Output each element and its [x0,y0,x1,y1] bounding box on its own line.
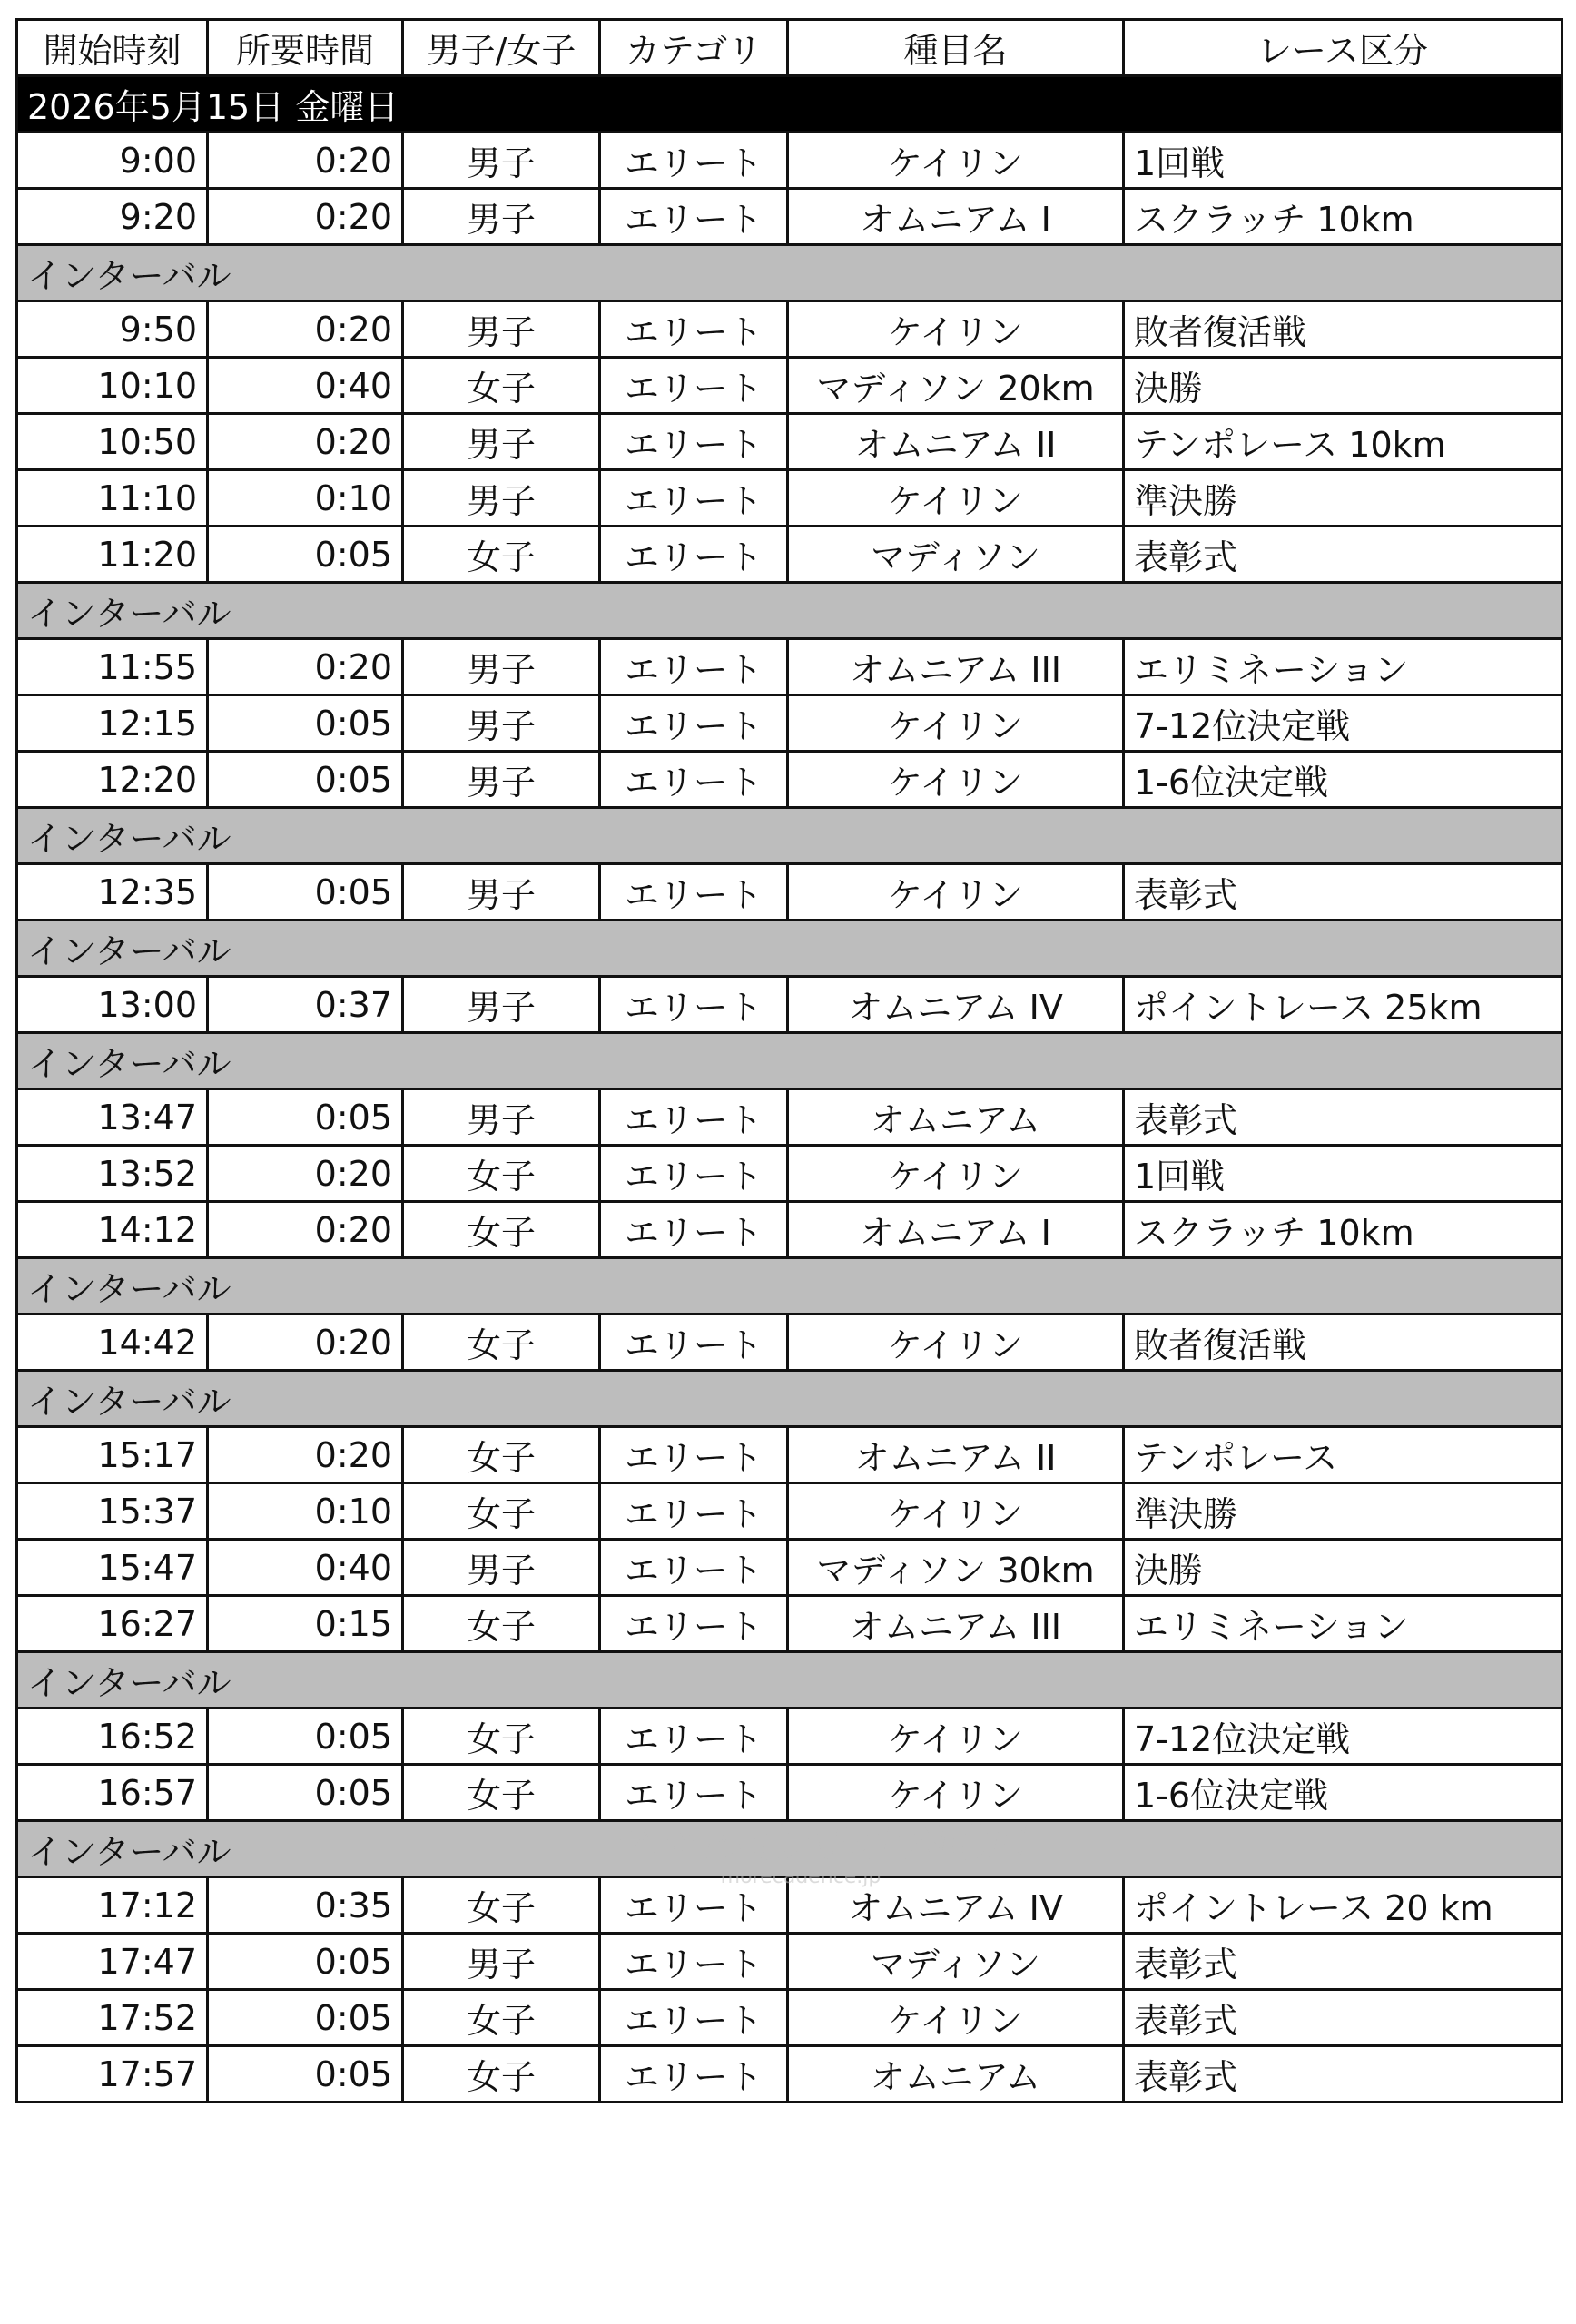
table-row [17,1877,1562,1934]
gender-cell: 男子 [403,864,600,921]
category-cell: エリート [600,189,788,245]
interval-row [17,1258,1562,1315]
duration-cell: 0:20 [208,1202,403,1258]
event-name-cell: ケイリン [788,1146,1124,1202]
race-type-cell: 敗者復活戦 [1124,1315,1562,1371]
race-type-cell: 1-6位決定戦 [1124,1765,1562,1821]
gender-cell: 女子 [403,1709,600,1765]
start-time-cell: 17:57 [17,2046,208,2102]
gender-cell: 女子 [403,1146,600,1202]
gender-cell: 男子 [403,977,600,1033]
event-name-cell: オムニアム [788,2046,1124,2102]
race-type-cell: エリミネーション [1124,639,1562,695]
category-cell: エリート [600,1089,788,1146]
category-cell: エリート [600,1540,788,1596]
table-row [17,1315,1562,1371]
start-time-cell: 11:20 [17,527,208,583]
start-time-cell: 10:50 [17,414,208,470]
header-category: カテゴリ [600,20,788,76]
start-time-cell: 9:50 [17,301,208,358]
start-time-cell: 16:57 [17,1765,208,1821]
category-cell: エリート [600,752,788,808]
event-name-cell: オムニアム II [788,414,1124,470]
interval-row [17,1371,1562,1427]
event-name-cell: ケイリン [788,1709,1124,1765]
duration-cell: 0:20 [208,1427,403,1483]
table-row [17,1089,1562,1146]
race-type-cell: 決勝 [1124,1540,1562,1596]
gender-cell: 女子 [403,1315,600,1371]
start-time-cell: 14:12 [17,1202,208,1258]
watermark-logo: MoreCADENCE [610,1816,1027,1871]
event-name-cell: オムニアム IV [788,1877,1124,1934]
duration-cell: 0:05 [208,864,403,921]
interval-label: インターバル [17,1652,1562,1709]
duration-cell: 0:40 [208,1540,403,1596]
event-name-cell: マディソン [788,527,1124,583]
header-duration: 所要時間 [208,20,403,76]
gender-cell: 男子 [403,752,600,808]
gender-cell: 男子 [403,133,600,189]
race-type-cell: 準決勝 [1124,470,1562,527]
race-type-cell: 1回戦 [1124,1146,1562,1202]
duration-cell: 0:20 [208,414,403,470]
table-row [17,639,1562,695]
interval-label: インターバル [17,1033,1562,1089]
event-name-cell: ケイリン [788,864,1124,921]
event-name-cell: マディソン 30km [788,1540,1124,1596]
start-time-cell: 13:52 [17,1146,208,1202]
category-cell: エリート [600,1315,788,1371]
duration-cell: 0:35 [208,1877,403,1934]
table-row [17,1483,1562,1540]
gender-cell: 女子 [403,1990,600,2046]
race-type-cell: スクラッチ 10km [1124,189,1562,245]
schedule-table [15,18,1563,2103]
category-cell: エリート [600,1483,788,1540]
duration-cell: 0:05 [208,1709,403,1765]
race-type-cell: 表彰式 [1124,1934,1562,1990]
event-name-cell: ケイリン [788,470,1124,527]
interval-label: インターバル [17,921,1562,977]
table-row [17,1709,1562,1765]
event-name-cell: ケイリン [788,752,1124,808]
category-cell: エリート [600,133,788,189]
start-time-cell: 9:20 [17,189,208,245]
gender-cell: 女子 [403,2046,600,2102]
start-time-cell: 17:12 [17,1877,208,1934]
category-cell: エリート [600,1877,788,1934]
table-row [17,1146,1562,1202]
gender-cell: 男子 [403,639,600,695]
category-cell: エリート [600,527,788,583]
start-time-cell: 15:37 [17,1483,208,1540]
category-cell: エリート [600,301,788,358]
duration-cell: 0:10 [208,1483,403,1540]
duration-cell: 0:05 [208,1765,403,1821]
event-name-cell: ケイリン [788,1315,1124,1371]
start-time-cell: 16:52 [17,1709,208,1765]
start-time-cell: 17:52 [17,1990,208,2046]
table-row [17,977,1562,1033]
race-type-cell: テンポレース 10km [1124,414,1562,470]
race-type-cell: 7-12位決定戦 [1124,695,1562,752]
table-row [17,2046,1562,2102]
interval-label: インターバル [17,1371,1562,1427]
gender-cell: 男子 [403,1934,600,1990]
category-cell: エリート [600,2046,788,2102]
event-name-cell: オムニアム IV [788,977,1124,1033]
header-row [17,20,1562,76]
table-row [17,1427,1562,1483]
duration-cell: 0:05 [208,1934,403,1990]
duration-cell: 0:37 [208,977,403,1033]
event-name-cell: オムニアム III [788,639,1124,695]
duration-cell: 0:05 [208,1089,403,1146]
table-row [17,752,1562,808]
gender-cell: 男子 [403,301,600,358]
duration-cell: 0:20 [208,639,403,695]
gender-cell: 男子 [403,414,600,470]
start-time-cell: 12:35 [17,864,208,921]
interval-label: インターバル [17,583,1562,639]
header-gender: 男子/女子 [403,20,600,76]
interval-row [17,245,1562,301]
table-row [17,470,1562,527]
duration-cell: 0:05 [208,527,403,583]
gender-cell: 女子 [403,358,600,414]
event-name-cell: オムニアム I [788,189,1124,245]
race-type-cell: 表彰式 [1124,2046,1562,2102]
table-row [17,1934,1562,1990]
start-time-cell: 13:00 [17,977,208,1033]
event-name-cell: ケイリン [788,695,1124,752]
interval-row [17,1821,1562,1877]
header-event-name: 種目名 [788,20,1124,76]
duration-cell: 0:20 [208,189,403,245]
header-race-type: レース区分 [1124,20,1562,76]
race-type-cell: 決勝 [1124,358,1562,414]
event-name-cell: ケイリン [788,1990,1124,2046]
category-cell: エリート [600,1765,788,1821]
watermark-url: morecadence.jp [720,1866,882,1888]
start-time-cell: 17:47 [17,1934,208,1990]
race-type-cell: 表彰式 [1124,527,1562,583]
table-row [17,133,1562,189]
gender-cell: 女子 [403,527,600,583]
start-time-cell: 14:42 [17,1315,208,1371]
table-row [17,1765,1562,1821]
start-time-cell: 12:20 [17,752,208,808]
gender-cell: 男子 [403,189,600,245]
duration-cell: 0:20 [208,1315,403,1371]
table-row [17,414,1562,470]
category-cell: エリート [600,977,788,1033]
duration-cell: 0:05 [208,2046,403,2102]
race-type-cell: 表彰式 [1124,1990,1562,2046]
category-cell: エリート [600,695,788,752]
duration-cell: 0:20 [208,133,403,189]
interval-label: インターバル [17,245,1562,301]
header-start-time: 開始時刻 [17,20,208,76]
start-time-cell: 15:17 [17,1427,208,1483]
category-cell: エリート [600,358,788,414]
table-row [17,1990,1562,2046]
duration-cell: 0:20 [208,1146,403,1202]
start-time-cell: 11:55 [17,639,208,695]
duration-cell: 0:05 [208,752,403,808]
race-type-cell: エリミネーション [1124,1596,1562,1652]
event-name-cell: オムニアム II [788,1427,1124,1483]
start-time-cell: 15:47 [17,1540,208,1596]
event-name-cell: オムニアム III [788,1596,1124,1652]
table-row [17,358,1562,414]
start-time-cell: 12:15 [17,695,208,752]
event-name-cell: オムニアム [788,1089,1124,1146]
race-type-cell: スクラッチ 10km [1124,1202,1562,1258]
event-name-cell: ケイリン [788,1483,1124,1540]
category-cell: エリート [600,1427,788,1483]
race-type-cell: 1-6位決定戦 [1124,752,1562,808]
duration-cell: 0:05 [208,1990,403,2046]
start-time-cell: 9:00 [17,133,208,189]
category-cell: エリート [600,864,788,921]
duration-cell: 0:20 [208,301,403,358]
race-type-cell: 1回戦 [1124,133,1562,189]
start-time-cell: 16:27 [17,1596,208,1652]
interval-row [17,1652,1562,1709]
table-row [17,301,1562,358]
interval-row [17,583,1562,639]
interval-row [17,808,1562,864]
race-type-cell: テンポレース [1124,1427,1562,1483]
race-type-cell: ポイントレース 25km [1124,977,1562,1033]
interval-row [17,921,1562,977]
table-row [17,695,1562,752]
interval-label: インターバル [17,808,1562,864]
date-label: 2026年5月15日 金曜日 [17,76,1562,133]
category-cell: エリート [600,470,788,527]
category-cell: エリート [600,1709,788,1765]
interval-label: インターバル [17,1821,1562,1877]
table-row [17,189,1562,245]
interval-row [17,1033,1562,1089]
race-type-cell: ポイントレース 20 km [1124,1877,1562,1934]
category-cell: エリート [600,414,788,470]
table-row [17,1202,1562,1258]
event-name-cell: マディソン 20km [788,358,1124,414]
duration-cell: 0:10 [208,470,403,527]
table-row [17,527,1562,583]
event-name-cell: オムニアム I [788,1202,1124,1258]
duration-cell: 0:05 [208,695,403,752]
race-type-cell: 表彰式 [1124,864,1562,921]
category-cell: エリート [600,1990,788,2046]
start-time-cell: 10:10 [17,358,208,414]
table-row [17,1596,1562,1652]
start-time-cell: 11:10 [17,470,208,527]
race-type-cell: 敗者復活戦 [1124,301,1562,358]
gender-cell: 男子 [403,1540,600,1596]
event-name-cell: マディソン [788,1934,1124,1990]
race-type-cell: 7-12位決定戦 [1124,1709,1562,1765]
gender-cell: 女子 [403,1483,600,1540]
gender-cell: 女子 [403,1202,600,1258]
duration-cell: 0:40 [208,358,403,414]
date-row [17,76,1562,133]
event-name-cell: ケイリン [788,133,1124,189]
gender-cell: 女子 [403,1877,600,1934]
start-time-cell: 13:47 [17,1089,208,1146]
table-row [17,1540,1562,1596]
duration-cell: 0:15 [208,1596,403,1652]
interval-label: インターバル [17,1258,1562,1315]
gender-cell: 男子 [403,1089,600,1146]
gender-cell: 女子 [403,1596,600,1652]
table-row [17,864,1562,921]
race-type-cell: 準決勝 [1124,1483,1562,1540]
event-name-cell: ケイリン [788,1765,1124,1821]
category-cell: エリート [600,1934,788,1990]
schedule-body [17,76,1562,2102]
category-cell: エリート [600,1146,788,1202]
category-cell: エリート [600,1202,788,1258]
race-type-cell: 表彰式 [1124,1089,1562,1146]
category-cell: エリート [600,1596,788,1652]
gender-cell: 男子 [403,695,600,752]
category-cell: エリート [600,639,788,695]
gender-cell: 女子 [403,1427,600,1483]
event-name-cell: ケイリン [788,301,1124,358]
gender-cell: 男子 [403,470,600,527]
gender-cell: 女子 [403,1765,600,1821]
